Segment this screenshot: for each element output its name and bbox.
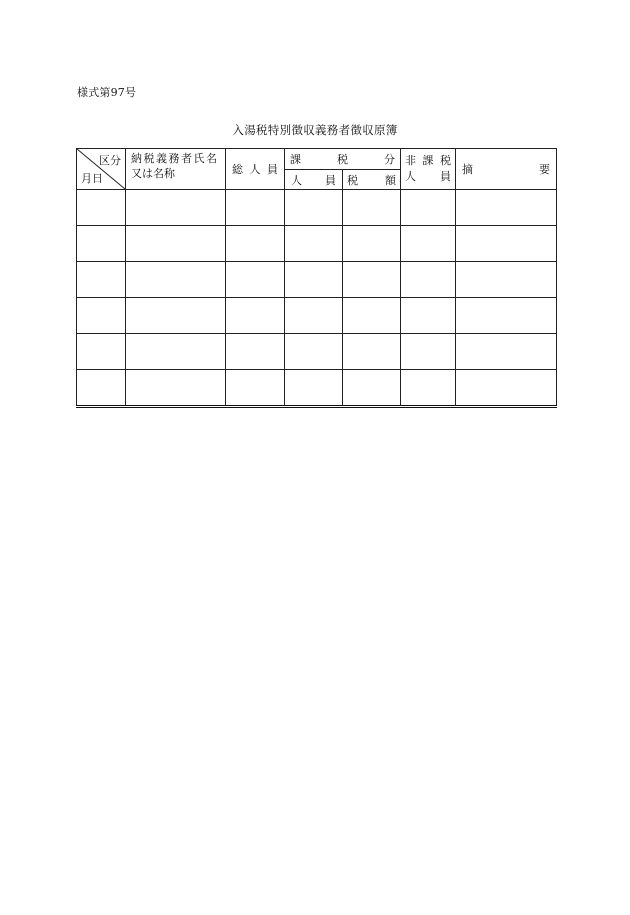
nontaxable-people-char-2: 員 — [440, 170, 451, 183]
total-people-cell — [226, 262, 285, 298]
nontaxable-char-1: 非 — [405, 154, 416, 167]
remarks-cell — [456, 190, 557, 226]
table-row — [77, 226, 557, 262]
table-row — [77, 370, 557, 407]
taxable-people-cell — [285, 226, 343, 262]
remarks-cell — [456, 262, 557, 298]
remarks-char-1: 摘 — [462, 163, 473, 176]
tax-amount-cell — [343, 262, 401, 298]
tax-amount-cell — [343, 298, 401, 334]
taxpayer-name-cell — [126, 262, 226, 298]
taxpayer-name-cell — [126, 226, 226, 262]
tax-amount-header — [343, 170, 401, 190]
remarks-char-2: 要 — [539, 163, 550, 176]
date-cell — [77, 370, 126, 407]
date-category-header — [77, 149, 126, 190]
total-people-cell — [226, 370, 285, 407]
remarks-cell — [456, 298, 557, 334]
taxpayer-name-cell — [126, 334, 226, 370]
nontaxable-people-header — [401, 149, 456, 190]
tax-amount-char-1: 税 — [347, 173, 358, 187]
date-cell — [77, 334, 126, 370]
total-people-char-3: 員 — [267, 163, 278, 176]
category-label: 区分 — [99, 154, 121, 167]
tax-amount-char-2: 額 — [385, 173, 396, 187]
nontaxable-people-cell — [401, 334, 456, 370]
ledger-table — [76, 148, 557, 408]
taxable-people-cell — [285, 370, 343, 407]
taxpayer-name-line2: 又は名称 — [131, 167, 175, 180]
total-people-char-1: 総 — [232, 163, 243, 176]
taxpayer-name-cell — [126, 190, 226, 226]
total-people-header — [226, 149, 285, 190]
taxable-people-cell — [285, 262, 343, 298]
taxpayer-name-line1: 納税義務者氏名 — [131, 152, 219, 165]
remarks-cell — [456, 370, 557, 407]
taxable-char-3: 分 — [384, 153, 395, 166]
date-cell — [77, 190, 126, 226]
remarks-cell — [456, 334, 557, 370]
total-people-cell — [226, 190, 285, 226]
total-people-cell — [226, 298, 285, 334]
taxable-people-cell — [285, 190, 343, 226]
taxpayer-name-header — [126, 149, 226, 190]
tax-amount-cell — [343, 226, 401, 262]
total-people-char-2: 人 — [249, 163, 261, 176]
date-cell — [77, 298, 126, 334]
table-row — [77, 334, 557, 370]
taxable-people-cell — [285, 334, 343, 370]
tax-amount-cell — [343, 370, 401, 407]
date-cell — [77, 262, 126, 298]
taxable-people-char-2: 員 — [325, 173, 336, 187]
taxable-char-1: 課 — [290, 153, 301, 166]
nontaxable-people-cell — [401, 190, 456, 226]
table-row — [77, 262, 557, 298]
nontaxable-people-cell — [401, 226, 456, 262]
nontaxable-people-cell — [401, 262, 456, 298]
nontaxable-people-char-1: 人 — [405, 170, 416, 183]
total-people-cell — [226, 334, 285, 370]
taxable-people-char-1: 人 — [291, 173, 302, 187]
tax-amount-cell — [343, 334, 401, 370]
nontaxable-people-cell — [401, 370, 456, 407]
total-people-cell — [226, 226, 285, 262]
tax-amount-cell — [343, 190, 401, 226]
nontaxable-char-2: 課 — [422, 154, 434, 167]
page-title: 入湯税特別徴収義務者徴収原簿 — [232, 123, 398, 137]
nontaxable-people-cell — [401, 298, 456, 334]
taxable-people-header — [285, 170, 343, 190]
date-cell — [77, 226, 126, 262]
taxable-header — [285, 149, 401, 170]
table-row — [77, 190, 557, 226]
taxpayer-name-cell — [126, 298, 226, 334]
date-label: 月日 — [81, 172, 103, 185]
remarks-header — [456, 149, 557, 190]
nontaxable-char-3: 税 — [440, 154, 451, 167]
form-number: 様式第97号 — [77, 86, 137, 99]
taxable-people-cell — [285, 298, 343, 334]
taxable-char-2: 税 — [337, 153, 348, 166]
remarks-cell — [456, 226, 557, 262]
taxpayer-name-cell — [126, 370, 226, 407]
table-row — [77, 298, 557, 334]
